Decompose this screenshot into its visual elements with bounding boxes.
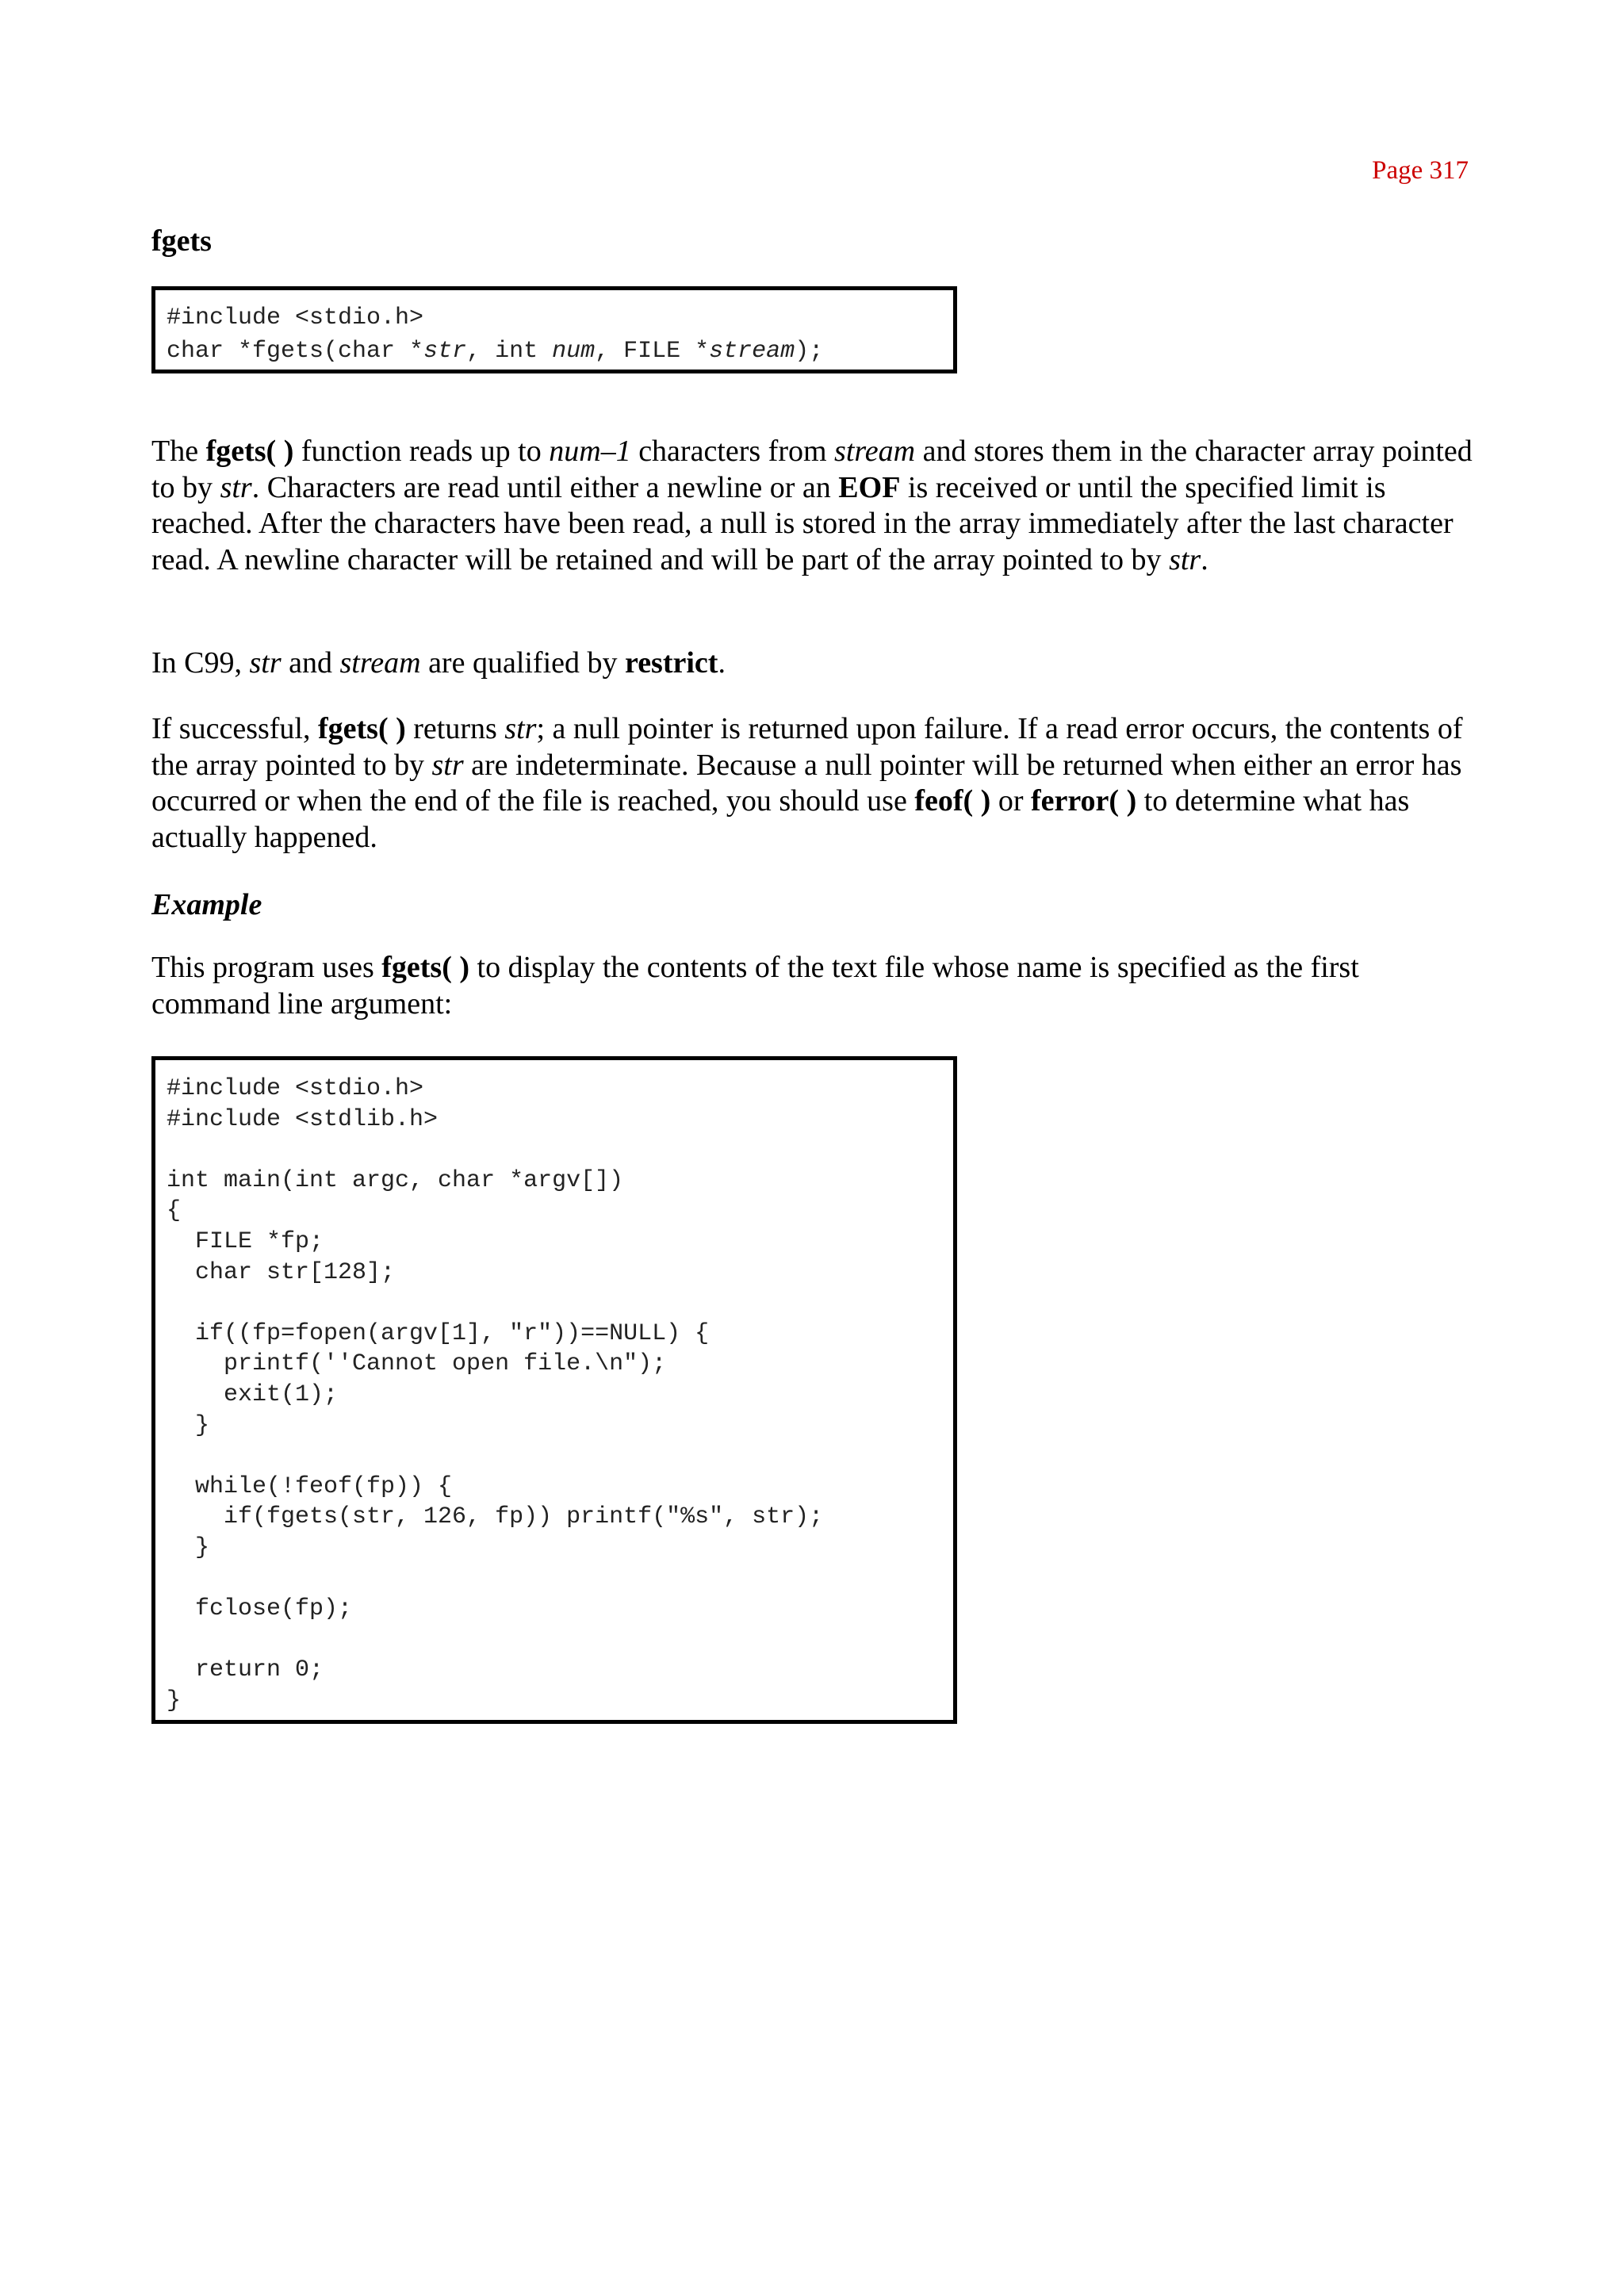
code-line: if(fgets(str, 126, fp)) printf("%s", str); bbox=[167, 1503, 824, 1531]
text-run: function reads up to bbox=[293, 435, 550, 468]
page-number: Page 317 bbox=[1372, 156, 1469, 185]
text-run: If successful, bbox=[151, 712, 318, 745]
code-line: char str[128]; bbox=[167, 1258, 396, 1286]
code-line: while(!feof(fp)) { bbox=[167, 1473, 453, 1500]
param-ref-str: str bbox=[431, 748, 464, 782]
param-ref-stream: stream bbox=[834, 435, 916, 468]
text-run: . bbox=[718, 646, 726, 680]
code-line: fclose(fp); bbox=[167, 1595, 353, 1623]
code-line: return 0; bbox=[167, 1656, 324, 1684]
param-ref-num: num bbox=[549, 435, 601, 468]
prototype-suffix: ); bbox=[795, 338, 824, 365]
text-run: are indeterminate. Because a null pointer will be returned when either an error has occurred or when the end of the file is reached, you should use bbox=[151, 748, 1462, 818]
code-line: printf(''Cannot open file.\n"); bbox=[167, 1350, 667, 1378]
code-line: exit(1); bbox=[167, 1381, 339, 1408]
description-paragraph-1 bbox=[151, 434, 1484, 578]
text-run: or bbox=[990, 784, 1031, 818]
param-ref-str: str bbox=[220, 470, 252, 504]
prototype-signature-line bbox=[167, 335, 953, 368]
text-run: and stores them in the character array pointed to by bbox=[151, 435, 1473, 504]
code-line: if((fp=fopen(argv[1], "r"))==NULL) { bbox=[167, 1319, 710, 1347]
prototype-code-box bbox=[151, 286, 957, 373]
function-ref-fgets: fgets( ) bbox=[381, 951, 470, 984]
code-line bbox=[167, 1564, 953, 1595]
function-ref-fgets: fgets( ) bbox=[317, 712, 406, 745]
code-line: FILE *fp; bbox=[167, 1227, 324, 1255]
example-intro bbox=[151, 950, 1484, 1022]
text-run: . bbox=[1201, 542, 1208, 576]
prototype-param-num: num bbox=[552, 338, 596, 365]
code-line: { bbox=[167, 1197, 182, 1225]
code-line: #include <stdlib.h> bbox=[167, 1105, 439, 1133]
description-paragraph-2 bbox=[151, 645, 1484, 682]
example-heading: Example bbox=[151, 888, 262, 921]
text-run: returns bbox=[405, 712, 505, 745]
function-ref-fgets: fgets( ) bbox=[205, 435, 294, 468]
prototype-include-line: #include <stdio.h> bbox=[167, 304, 424, 331]
text-run: In C99, bbox=[151, 646, 250, 680]
prototype-prefix: char *fgets(char * bbox=[167, 338, 424, 365]
param-ref-str: str bbox=[1169, 542, 1201, 576]
param-ref-minus-one: –1 bbox=[600, 435, 631, 468]
text-run: The bbox=[151, 435, 206, 468]
text-run: to display the contents of the text file whose name is specified as the first command line argument: bbox=[151, 951, 1359, 1021]
code-line: } bbox=[167, 1411, 210, 1439]
code-line: int main(int argc, char *argv[]) bbox=[167, 1166, 624, 1194]
code-line: } bbox=[167, 1687, 182, 1714]
prototype-sep-1: , int bbox=[466, 338, 553, 365]
description-paragraph-3 bbox=[151, 711, 1484, 856]
code-line bbox=[167, 1625, 953, 1656]
example-code-box bbox=[151, 1056, 957, 1724]
code-line: #include <stdio.h> bbox=[167, 1075, 424, 1102]
text-run: is received or until the specified limit is reached. After the characters have been read, a null is stored in the array immediately after the last character read. A newline character will be retained and will be part of the array pointed to by bbox=[151, 470, 1454, 576]
prototype-param-stream: stream bbox=[709, 338, 795, 365]
param-ref-str: str bbox=[504, 712, 537, 745]
text-run: This program uses bbox=[151, 951, 382, 984]
prototype-sep-2: , FILE * bbox=[595, 338, 710, 365]
function-title: fgets bbox=[151, 224, 212, 258]
code-line: } bbox=[167, 1534, 210, 1561]
function-ref-feof: feof( ) bbox=[914, 784, 991, 818]
prototype-param-str: str bbox=[423, 338, 467, 365]
param-ref-str: str bbox=[249, 646, 282, 680]
text-run: characters from bbox=[630, 435, 835, 468]
text-run: ; a null pointer is returned upon failure. If a read error occurs, the contents of the array pointed to by bbox=[151, 712, 1463, 782]
text-run: and bbox=[281, 646, 340, 680]
code-line bbox=[167, 1288, 953, 1319]
function-ref-ferror: ferror( ) bbox=[1030, 784, 1137, 818]
code-line bbox=[167, 1441, 953, 1472]
text-run: . Characters are read until either a newline or an bbox=[251, 470, 839, 504]
code-line bbox=[167, 1135, 953, 1166]
text-run: to determine what has actually happened. bbox=[151, 784, 1410, 854]
text-run: are qualified by bbox=[420, 646, 626, 680]
keyword-ref-restrict: restrict bbox=[625, 646, 718, 680]
macro-ref-eof: EOF bbox=[838, 470, 901, 504]
param-ref-stream: stream bbox=[339, 646, 421, 680]
